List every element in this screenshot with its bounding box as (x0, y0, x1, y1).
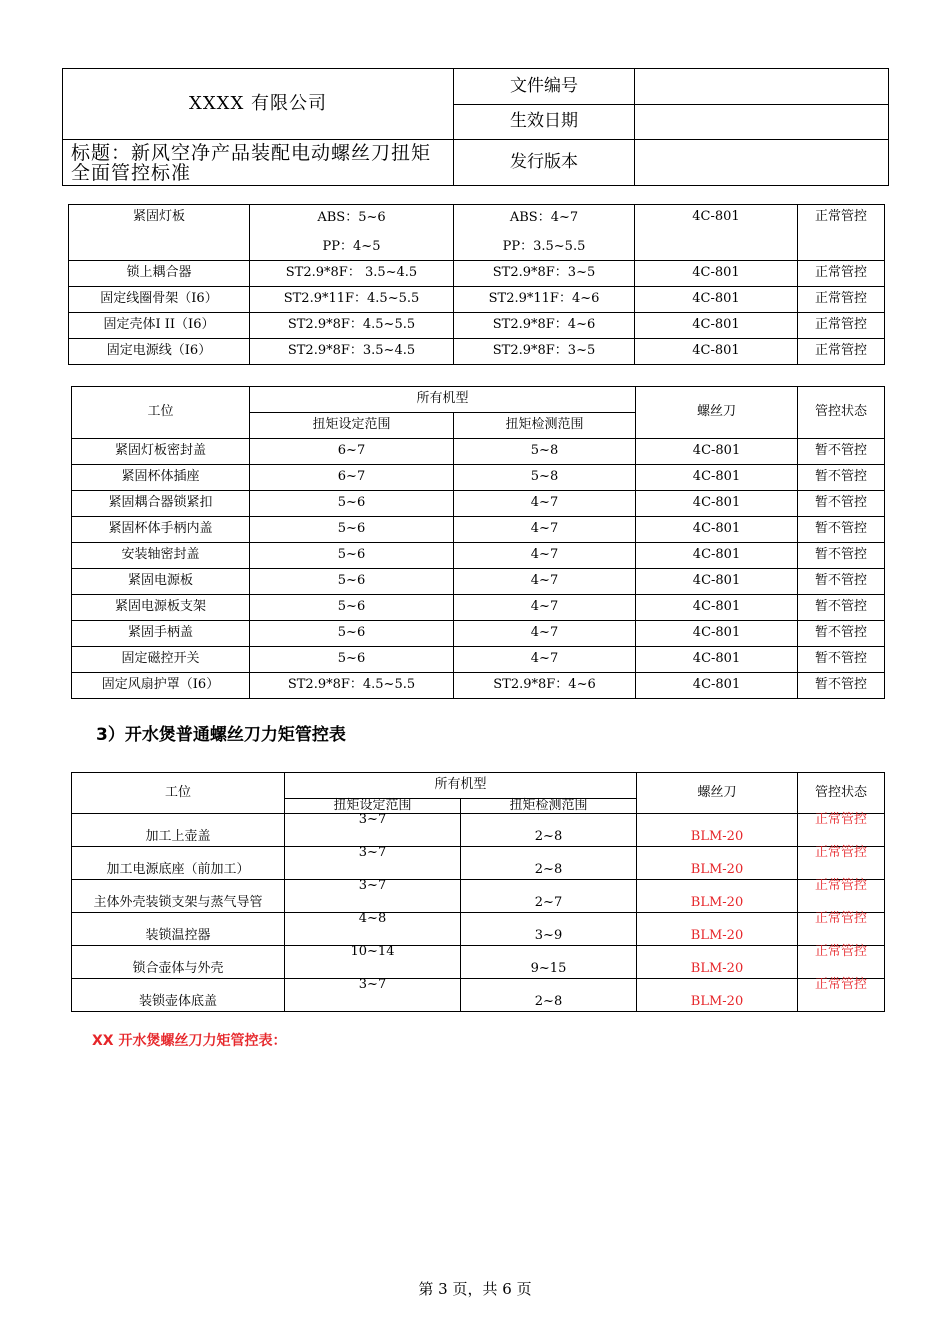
column-header-set-range: 扭矩设定范围 (250, 413, 454, 439)
station-cell: 紧固手柄盖 (72, 621, 250, 647)
tool-cell: 4C-801 (636, 647, 798, 673)
status-cell: 正常管控 (798, 261, 885, 287)
tool-cell: 4C-801 (636, 673, 798, 699)
status-cell: 暂不管控 (798, 673, 885, 699)
status-cell: 暂不管控 (798, 517, 885, 543)
status-value: 正常管控 (815, 845, 868, 860)
station-cell (72, 847, 285, 880)
status-cell: 正常管控 (798, 313, 885, 339)
set-range-cell: 5~6 (250, 543, 454, 569)
status-value: 正常管控 (815, 977, 868, 992)
column-header-status: 管控状态 (798, 387, 885, 439)
check-range-value: 3~9 (534, 928, 563, 943)
set-range-cell: 6~7 (250, 465, 454, 491)
check-range-cell: 4~7 (454, 491, 636, 517)
check-range-cell: ST2.9*8F：4~6 (454, 313, 635, 339)
set-range-cell: 5~6 (250, 517, 454, 543)
set-range-line: ABS：5~6 (317, 209, 386, 225)
column-header-tool: 螺丝刀 (636, 387, 798, 439)
set-range-cell: 6~7 (250, 439, 454, 465)
check-range-cell: 4~7 (454, 543, 636, 569)
file-no-label: 文件编号 (454, 69, 635, 105)
check-range-cell: 4~7 (454, 517, 636, 543)
check-range-value: 2~8 (534, 829, 563, 844)
tool-cell: 4C-801 (636, 465, 798, 491)
set-range-cell: ST2.9*8F：3.5~4.5 (250, 339, 454, 365)
set-range-cell (285, 913, 461, 946)
document-header-table (62, 68, 889, 186)
set-range-cell: ST2.9*11F：4.5~5.5 (250, 287, 454, 313)
set-range-cell: 5~6 (250, 647, 454, 673)
column-header-check-range: 扭矩检测范围 (461, 798, 637, 813)
check-range-cell (454, 205, 635, 261)
column-header-all-models: 所有机型 (285, 773, 637, 799)
tool-cell (637, 847, 798, 880)
table-row (69, 287, 885, 313)
tool-cell: 4C-801 (636, 569, 798, 595)
set-range-cell: ST2.9*8F： 3.5~4.5 (250, 261, 454, 287)
check-range-value: 2~7 (534, 895, 563, 910)
table-row (72, 439, 885, 465)
check-range-cell: ST2.9*8F：3~5 (454, 261, 635, 287)
tool-value: BLM-20 (690, 895, 744, 910)
tool-value: BLM-20 (690, 994, 744, 1009)
check-range-value: 2~8 (534, 862, 563, 877)
station-cell: 紧固电源板支架 (72, 595, 250, 621)
status-cell (798, 847, 885, 880)
column-header-station: 工位 (72, 387, 250, 439)
tool-cell (637, 979, 798, 1012)
status-cell: 暂不管控 (798, 465, 885, 491)
check-range-value: 2~8 (534, 994, 563, 1009)
red-note-heading: XX 开水煲螺丝刀力矩管控表： (92, 1033, 287, 1049)
tool-cell: 4C-801 (635, 261, 798, 287)
check-range-value: 9~15 (530, 961, 567, 976)
set-range-value: 3~7 (358, 878, 387, 893)
set-range-cell: ST2.9*8F：4.5~5.5 (250, 673, 454, 699)
station-label: 装锁壶体底盖 (138, 994, 217, 1009)
table-row (72, 569, 885, 595)
version-label: 发行版本 (454, 140, 635, 186)
tool-cell (637, 880, 798, 913)
set-range-line: PP：4~5 (322, 239, 381, 255)
table-row (72, 491, 885, 517)
company-name: XXXX 有限公司 (63, 69, 454, 140)
page-footer: 第 3 页，共 6 页 (418, 1280, 532, 1298)
check-range-cell: ST2.9*11F：4~6 (454, 287, 635, 313)
status-cell: 正常管控 (798, 205, 885, 261)
torque-table-1 (68, 204, 885, 365)
tool-cell: 4C-801 (636, 517, 798, 543)
station-cell: 安装轴密封盖 (72, 543, 250, 569)
effective-date-value (635, 105, 889, 140)
station-cell (72, 913, 285, 946)
table-row (72, 647, 885, 673)
check-range-cell: 4~7 (454, 595, 636, 621)
station-cell: 紧固杯体手柄内盖 (72, 517, 250, 543)
station-label: 加工上壶盖 (145, 829, 211, 844)
station-cell (72, 946, 285, 979)
status-value: 正常管控 (815, 911, 868, 926)
status-cell (798, 814, 885, 847)
table-row (72, 465, 885, 491)
station-cell: 锁上耦合器 (69, 261, 250, 287)
check-range-line: PP：3.5~5.5 (502, 239, 586, 255)
set-range-cell (285, 880, 461, 913)
status-cell: 暂不管控 (798, 543, 885, 569)
check-range-cell (461, 814, 637, 847)
set-range-cell (285, 814, 461, 847)
column-header-status: 管控状态 (798, 773, 885, 814)
set-range-cell (285, 979, 461, 1012)
station-cell: 紧固杯体插座 (72, 465, 250, 491)
check-range-cell (461, 946, 637, 979)
status-cell (798, 946, 885, 979)
status-cell: 暂不管控 (798, 595, 885, 621)
column-header-tool: 螺丝刀 (637, 773, 798, 814)
tool-cell: 4C-801 (635, 287, 798, 313)
tool-cell (637, 814, 798, 847)
check-range-cell: 4~7 (454, 621, 636, 647)
set-range-cell: ST2.9*8F：4.5~5.5 (250, 313, 454, 339)
status-cell: 暂不管控 (798, 647, 885, 673)
set-range-value: 3~7 (358, 845, 387, 860)
effective-date-label: 生效日期 (454, 105, 635, 140)
check-range-cell: 4~7 (454, 569, 636, 595)
status-cell (798, 880, 885, 913)
check-range-cell: ST2.9*8F：4~6 (454, 673, 636, 699)
kettle-torque-table (71, 772, 885, 1012)
status-value: 正常管控 (815, 878, 868, 893)
set-range-value: 10~14 (350, 944, 395, 959)
station-cell: 紧固耦合器锁紧扣 (72, 491, 250, 517)
set-range-cell: 5~6 (250, 569, 454, 595)
station-cell (72, 814, 285, 847)
set-range-cell (285, 946, 461, 979)
tool-cell: 4C-801 (636, 439, 798, 465)
column-header-check-range: 扭矩检测范围 (454, 413, 636, 439)
check-range-cell: 4~7 (454, 647, 636, 673)
tool-value: BLM-20 (690, 862, 744, 877)
tool-cell: 4C-801 (636, 621, 798, 647)
column-header-station: 工位 (72, 773, 285, 814)
table-row (72, 979, 885, 1012)
set-range-cell: 5~6 (250, 491, 454, 517)
status-cell (798, 979, 885, 1012)
check-range-line: ABS：4~7 (509, 209, 579, 225)
table-row (72, 517, 885, 543)
table-row (72, 847, 885, 880)
station-label: 主体外壳装锁支架与蒸气导管 (93, 895, 263, 910)
table-row (72, 913, 885, 946)
table-row (69, 205, 885, 261)
tool-value: BLM-20 (690, 961, 744, 976)
version-value (635, 140, 889, 186)
station-cell: 固定风扇护罩（I6） (72, 673, 250, 699)
status-cell: 正常管控 (798, 339, 885, 365)
table-row (72, 543, 885, 569)
tool-cell: 4C-801 (635, 339, 798, 365)
table-row (69, 313, 885, 339)
status-value: 正常管控 (815, 812, 868, 827)
station-cell: 固定线圈骨架（I6） (69, 287, 250, 313)
set-range-cell (250, 205, 454, 261)
check-range-cell (461, 847, 637, 880)
tool-cell (637, 913, 798, 946)
table-row (69, 261, 885, 287)
status-cell: 暂不管控 (798, 569, 885, 595)
status-cell (798, 913, 885, 946)
station-cell: 紧固电源板 (72, 569, 250, 595)
check-range-cell (461, 979, 637, 1012)
status-value: 正常管控 (815, 944, 868, 959)
section-heading: 3）开水煲普通螺丝刀力矩管控表 (96, 725, 346, 745)
table-row (72, 946, 885, 979)
tool-value: BLM-20 (690, 928, 744, 943)
status-cell: 暂不管控 (798, 491, 885, 517)
table-row (69, 339, 885, 365)
table-row (72, 621, 885, 647)
station-cell: 固定电源线（I6） (69, 339, 250, 365)
column-header-all-models: 所有机型 (250, 387, 636, 413)
station-label: 加工电源底座（前加工） (106, 862, 250, 877)
file-no-value (635, 69, 889, 105)
status-cell: 暂不管控 (798, 439, 885, 465)
tool-cell: 4C-801 (635, 205, 798, 261)
set-range-value: 3~7 (358, 977, 387, 992)
column-header-set-range: 扭矩设定范围 (285, 798, 461, 813)
table-row (72, 595, 885, 621)
set-range-cell (285, 847, 461, 880)
tool-cell: 4C-801 (636, 491, 798, 517)
tool-cell: 4C-801 (636, 543, 798, 569)
set-range-value: 4~8 (358, 911, 387, 926)
check-range-cell: ST2.9*8F：3~5 (454, 339, 635, 365)
station-cell: 紧固灯板 (69, 205, 250, 261)
station-cell: 固定磁控开关 (72, 647, 250, 673)
check-range-cell: 5~8 (454, 439, 636, 465)
table-row (72, 880, 885, 913)
station-cell (72, 880, 285, 913)
station-label: 装锁温控器 (145, 928, 211, 943)
status-cell: 暂不管控 (798, 621, 885, 647)
station-cell: 固定壳体Ⅰ II（I6） (69, 313, 250, 339)
tool-value: BLM-20 (690, 829, 744, 844)
station-label: 锁合壶体与外壳 (132, 961, 224, 976)
station-cell: 紧固灯板密封盖 (72, 439, 250, 465)
status-cell: 正常管控 (798, 287, 885, 313)
set-range-cell: 5~6 (250, 621, 454, 647)
tool-cell: 4C-801 (635, 313, 798, 339)
table-row (72, 814, 885, 847)
table-row (72, 673, 885, 699)
station-cell (72, 979, 285, 1012)
check-range-cell (461, 880, 637, 913)
tool-cell (637, 946, 798, 979)
check-range-cell (461, 913, 637, 946)
torque-table-2 (71, 386, 885, 699)
set-range-value: 3~7 (358, 812, 387, 827)
tool-cell: 4C-801 (636, 595, 798, 621)
document-title: 标题：新风空净产品装配电动螺丝刀扭矩全面管控标准 (63, 140, 454, 186)
check-range-cell: 5~8 (454, 465, 636, 491)
set-range-cell: 5~6 (250, 595, 454, 621)
